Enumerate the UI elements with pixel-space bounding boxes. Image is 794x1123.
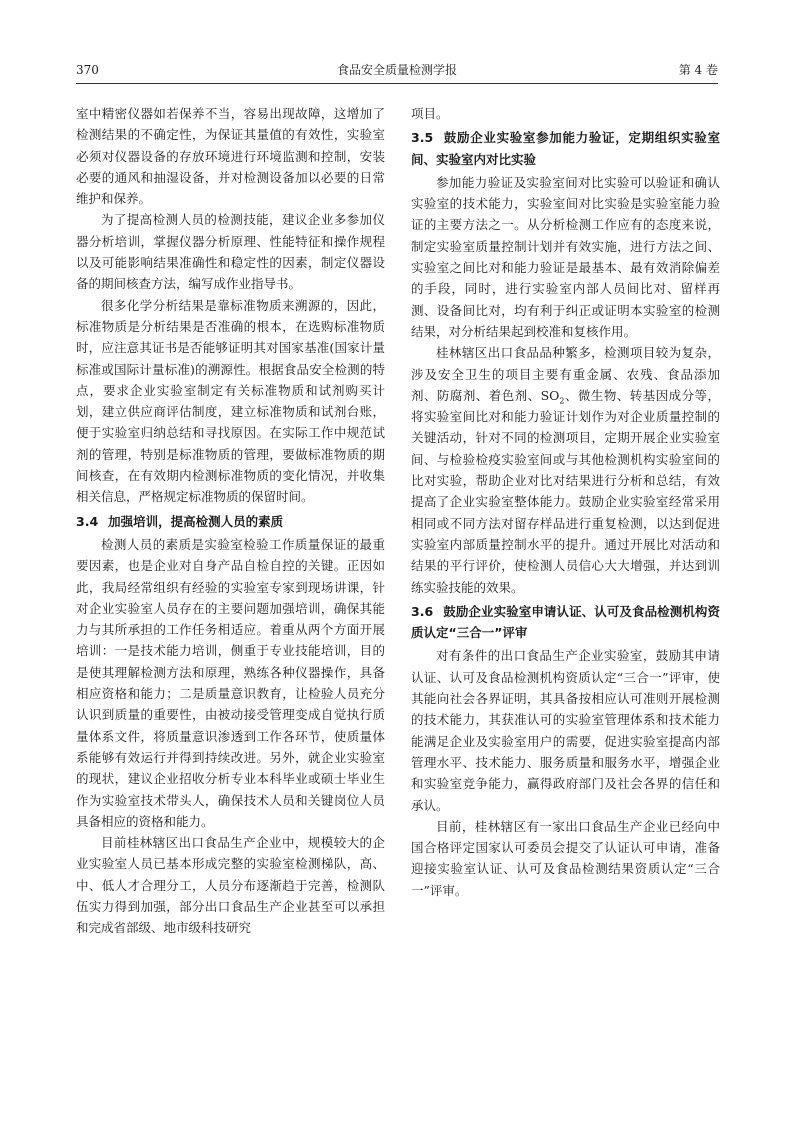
section-number: 3.5 [411,130,434,146]
right-column [411,103,720,901]
section-title: 鼓励企业实验室申请认证、认可及食品检测机构资质认定“三合一”评审 [411,603,720,641]
paragraph: 参加能力验证及实验室间对比实验可以验证和确认实验室的技术能力，实验室间对比实验是实验室能力验证的主要方法之一。从分析检测工作应有的态度来说，制定实验室质量控制计划并有效实施，进行方法之间、实验室之间比对和能力验证是最基本、最有效消除偏差的手段，同时，进行实验室内部人员间比对、留样再测、设备间比对，均有利于纠正或证明本实验室的检测结果，对分析结果起到校准和复核作用。 [411,174,720,339]
subscript: 2 [559,396,565,406]
paragraph: 目前桂林辖区出口食品生产企业中，规模较大的企业实验室人员已基本形成完整的实验室检测梯队，高、中、低人才合理分工，人员分布逐渐趋于完善，检测队伍实力得到加强，部分出口食品生产企业甚至可以承担和完成省部级、地市级科技研究 [76,835,385,936]
section-number: 3.4 [76,513,99,529]
section-heading-3-5 [411,127,720,170]
page-number: 370 [76,63,99,77]
paragraph: 为了提高检测人员的检测技能，建议企业多参加仪器分析培训，掌握仪器分析原理、性能特征和操作规程以及可能影响结果准确性和稳定性的因素，制定仪器设备的期间核查方法，编写成作业指导书。 [76,212,385,292]
paragraph: 很多化学分析结果是靠标准物质来溯源的，因此，标准物质是分析结果是否准确的根本，在选购标准物质时，应注意其证书是否能够证明其对国家基准(国家计量标准或国际计量标准)的溯源性。根据食品安全检测的特点，要求企业实验室制定有关标准物质和试剂购买计划，建立供应商评估制度，建立标准物质和试剂台账，便于实验室归纳总结和寻找原因。在实际工作中规范试剂的管理，特别是标准物质的管理，要做标准物质的期间核查，在有效期内检测标准物质的变化情况，并收集相关信息，严格规定标准物质的保留时间。 [76,297,385,505]
section-title: 鼓励企业实验室参加能力验证，定期组织实验室间、实验室内对比实验 [411,130,720,167]
text-run: 桂林辖区出口食品品种繁多，检测项目较为复杂，涉及安全卫生的项目主要有重金属、农残、食品添加剂、防腐剂、着色剂、SO [411,345,720,403]
section-number: 3.6 [411,603,434,619]
paragraph: 对有条件的出口食品生产企业实验室，鼓励其申请认证、认可及食品检测机构资质认定“三合一”评审，使其能向社会各界证明，其具备按相应认可准则开展检测的技术能力，其获准认可的实验室管理体系和技术能力能满足企业及实验室用户的需要，促进实验室提高内部管理水平、技术能力、服务质量和服务水平，增强企业和实验室竞争能力，赢得政府部门及社会各界的信任和承认。 [411,648,720,813]
section-heading-3-6 [411,601,720,644]
paragraph: 目前，桂林辖区有一家出口食品生产企业已经向中国合格评定国家认可委员会提交了认证认可申请，准备迎接实验室认证、认可及食品检测结果资质认定“三合一”评审。 [411,818,720,898]
paragraph [411,342,720,598]
journal-title: 食品安全质量检测学报 [336,63,457,77]
left-column [76,103,385,939]
text-run: 、微生物、转基因成分等，将实验室间比对和能力验证计划作为对企业质量控制的关键活动，针对不同的检测项目，定期开展企业实验室间、与检验检疫实验室间或与其他检测机构实验室间的比对实验，帮助企业对比对结果进行分析和总结，有效提高了企业实验室整体能力。鼓励企业实验室经常采用相同或不同方法对留存样品进行重复检测，以达到促进实验室内部质量控制水平的提升。通过开展比对活动和结果的平行评价，使检测人员信心大大增强，并达到训练实验技能的效果。 [411,387,720,595]
section-title: 加强培训，提高检测人员的素质 [108,513,284,529]
volume-label: 第 4 卷 [678,63,718,77]
paragraph: 项目。 [411,106,449,121]
header-rule [76,83,718,84]
running-header [76,60,718,80]
section-heading-3-4 [76,511,385,532]
paragraph: 室中精密仪器如若保养不当，容易出现故障，这增加了检测结果的不确定性，为保证其量值的有效性，实验室必须对仪器设备的存放环境进行环境监测和控制，安装必要的通风和抽湿设备，并对检测设备加以必要的日常维护和保养。 [76,106,385,207]
paragraph: 检测人员的素质是实验室检验工作质量保证的最重要因素，也是企业对自身产品自检自控的关键。正因如此，我局经常组织有经验的实验室专家到现场讲课，针对企业实验室人员存在的主要问题加强培训，确保其能力与其所承担的工作任务相适应。着重从两个方面开展培训：一是技术能力培训，侧重于专业技能培训，目的是使其理解检测方法和原理，熟练各种仪器操作，具备相应资格和能力；二是质量意识教育，让检验人员充分认识到质量的重要性，由被动接受管理变成自觉执行质量体系文件，将质量意识渗透到工作各环节，使质量体系能够有效运行并得到持续改进。另外，就企业实验室的现状，建议企业招收分析专业本科毕业或硕士毕业生作为实验室技术带头人，确保技术人员和关键岗位人员具备相应的资格和能力。 [76,536,385,829]
